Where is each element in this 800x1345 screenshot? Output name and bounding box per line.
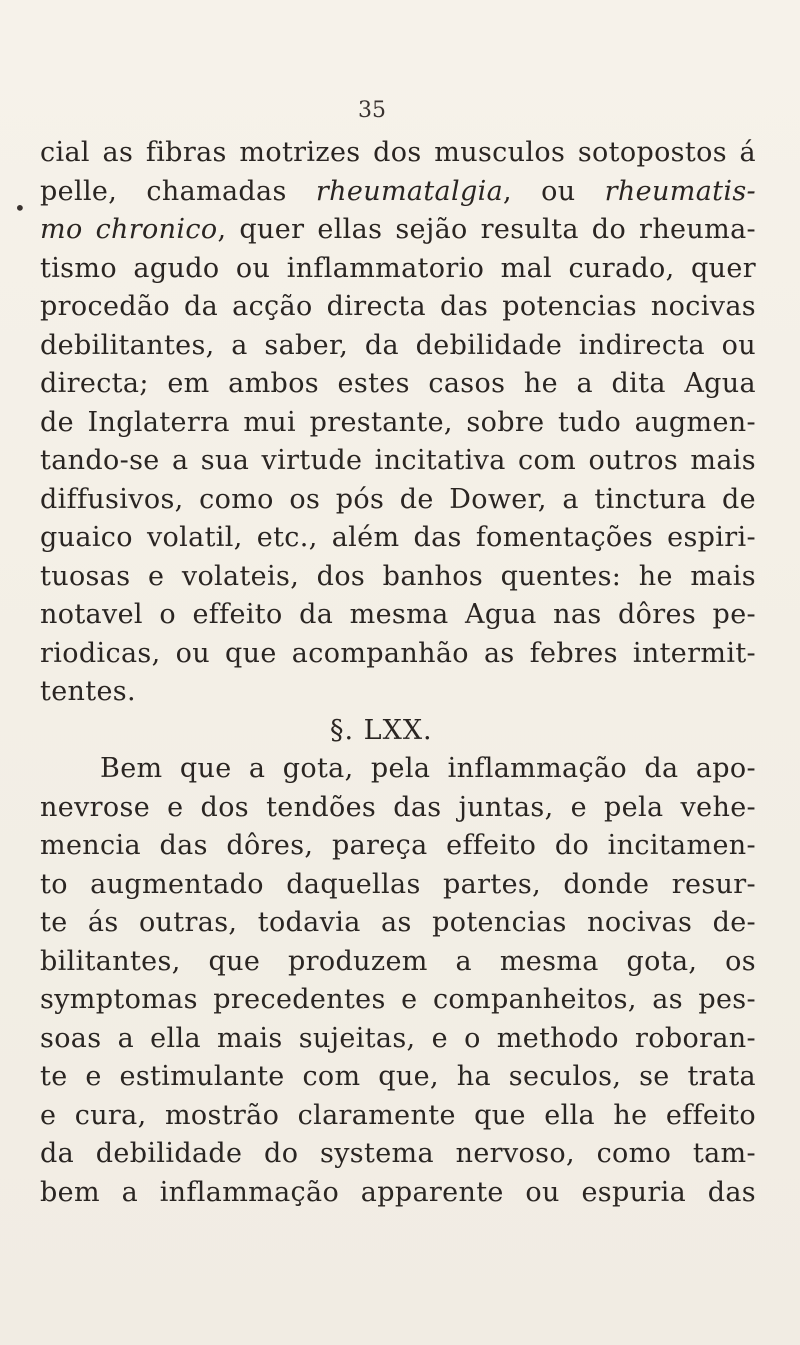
text-line: bem a inflammação apparente ou espuria das: [40, 1176, 756, 1208]
italic-term: rheumatis-: [604, 175, 756, 207]
text-line: de Inglaterra mui prestante, sobre tudo augmen-: [40, 406, 756, 438]
text-line: procedão da acção directa das potencias nocivas: [40, 291, 756, 322]
text-line: tando-se a sua virtude incitativa com outros mais: [40, 445, 756, 476]
text-line: debilitantes, a saber, da debilidade indirecta ou: [40, 329, 756, 361]
text-fragment: , ou: [503, 175, 605, 207]
text-line: soas a ella mais sujeitas, e o methodo roboran-: [40, 1022, 756, 1054]
text-line: guaico volatil, etc., além das fomentações espiri-: [40, 522, 756, 553]
text-line: tuosas e volateis, dos banhos quentes: he mais: [40, 560, 756, 592]
text-line: mencia das dôres, pareça effeito do incitamen-: [40, 830, 756, 861]
italic-term: rheumatalgia: [315, 175, 504, 207]
text-line: da debilidade do systema nervoso, como tam-: [40, 1138, 756, 1169]
text-line: cial as fibras motrizes dos musculos sotopostos á: [40, 137, 756, 168]
text-line: [40, 173, 756, 212]
text-line: notavel o effeito da mesma Agua nas dôres pe-: [40, 599, 756, 630]
section-title: §. LXX.: [330, 714, 433, 746]
text-fragment: , quer ellas sejão resulta do rheuma-: [217, 214, 756, 245]
text-line: to augmentado daquellas partes, donde resur-: [40, 868, 756, 900]
text-line: bilitantes, que produzem a mesma gota, os: [40, 945, 756, 977]
text-line: Bem que a gota, pela inflammação da apo-: [100, 753, 756, 784]
margin-mark: •: [14, 196, 26, 220]
body-text: [40, 134, 756, 1212]
text-line: e cura, mostrão claramente que ella he effeito: [40, 1099, 756, 1131]
text-line: tentes.: [40, 676, 136, 707]
text-line: nevrose e dos tendões das juntas, e pela vehe-: [40, 791, 756, 823]
text-line: tismo agudo ou inflammatorio mal curado, quer: [40, 252, 756, 284]
page-number: 35: [358, 98, 386, 123]
text-line: riodicas, ou que acompanhão as febres intermit-: [40, 637, 756, 669]
text-line: symptomas precedentes e companheitos, as pes-: [40, 984, 756, 1015]
text-line: diffusivos, como os pós de Dower, a tinctura de: [40, 483, 756, 515]
text-line: te ás outras, todavia as potencias nocivas de-: [40, 907, 756, 938]
text-line: [40, 211, 756, 250]
text-fragment: pelle, chamadas: [40, 175, 316, 207]
italic-term: mo chronico: [40, 214, 218, 245]
text-line: directa; em ambos estes casos he a dita Agua: [40, 368, 756, 399]
text-line: te e estimulante com que, ha seculos, se trata: [40, 1061, 756, 1092]
